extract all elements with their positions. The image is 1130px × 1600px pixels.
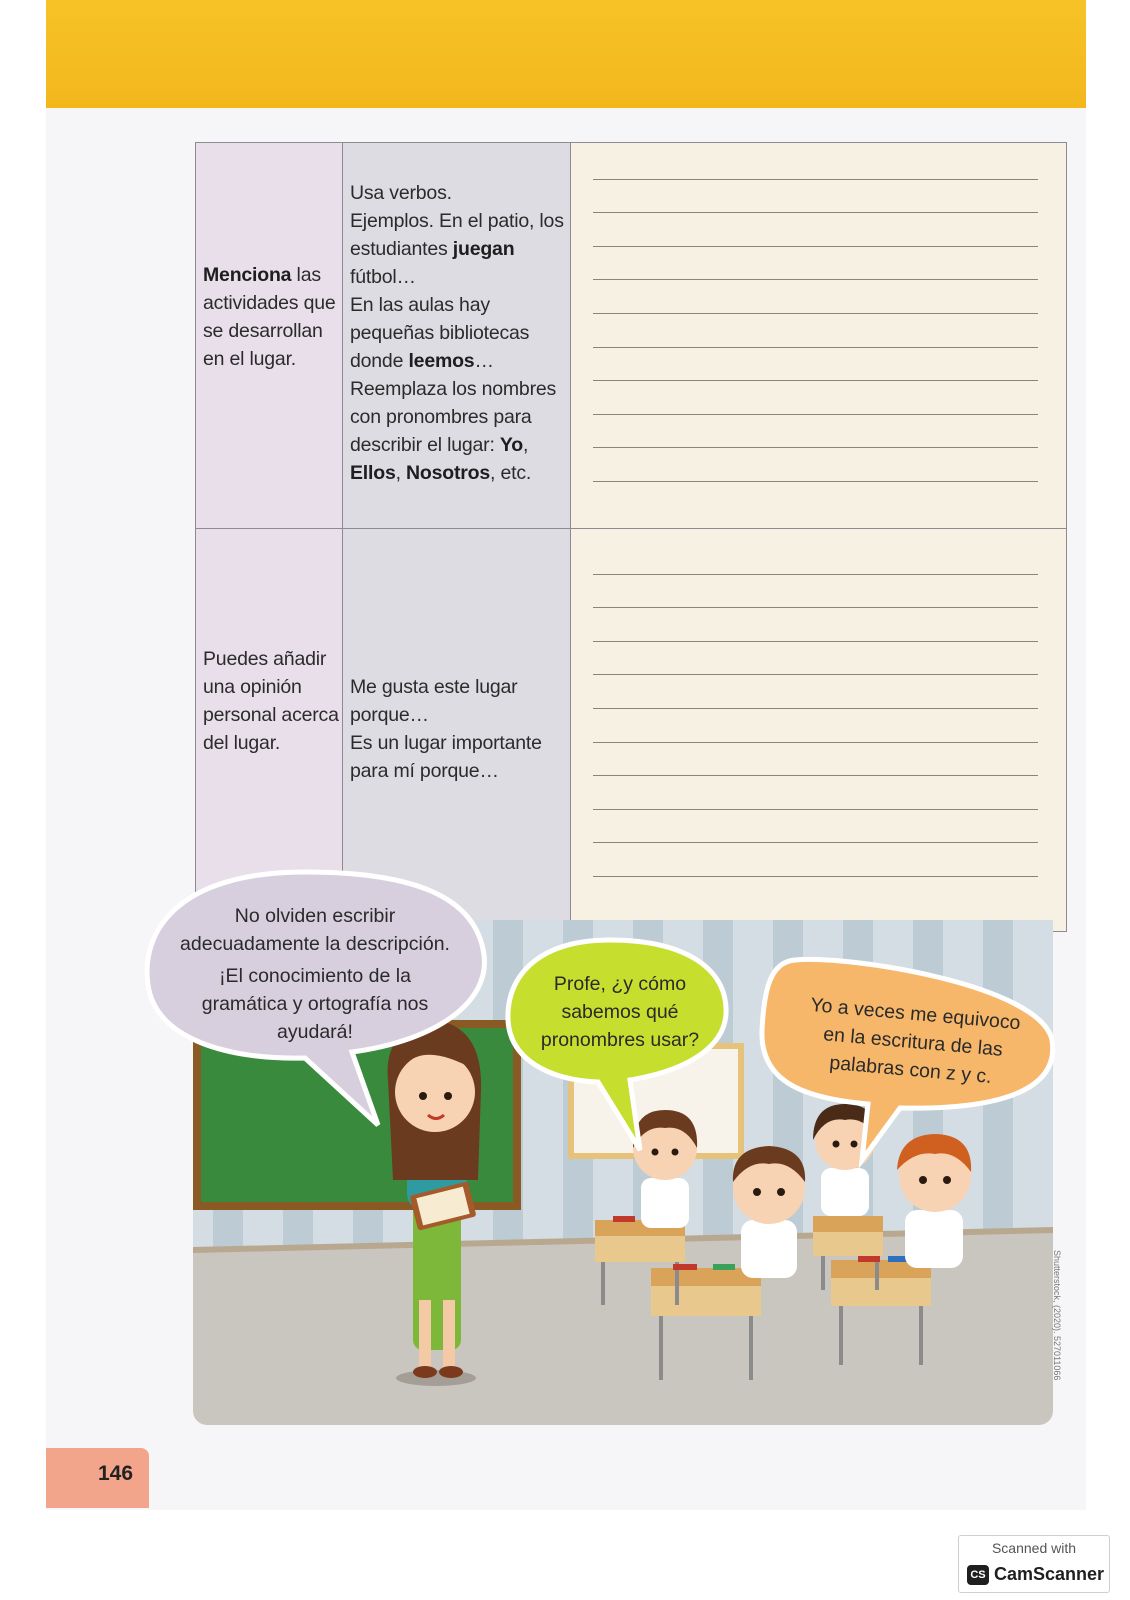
example-2a: Ejemplos. En el patio, los estudiantes — [350, 210, 564, 260]
example-4g: , etc. — [490, 462, 532, 484]
example-4f: Nosotros — [406, 462, 491, 484]
row2-instruction-text: Puedes añadir una opinión personal acerca del lugar. — [203, 648, 339, 754]
camscanner-logo-icon: CS — [967, 1565, 989, 1585]
teacher-bubble-text — [150, 902, 480, 1046]
boy-line-3: palabras con z y c. — [828, 1051, 993, 1088]
teacher-line-1: No olviden escribir — [234, 905, 396, 927]
example-line-1: Usa verbos. — [350, 182, 452, 204]
page-number-tab — [46, 1448, 149, 1508]
teacher-line-2: adecuadamente la descripción. — [180, 933, 450, 955]
teacher-line-3: ¡El conocimiento de la — [219, 965, 411, 987]
example-4c: , — [522, 434, 529, 456]
camscanner-caption: Scanned with — [991, 1540, 1077, 1556]
boy-line-2: en la escritura de las — [822, 1023, 1004, 1061]
example-4e: , — [395, 462, 407, 484]
girl-line-2: sabemos qué — [561, 1001, 679, 1023]
example-4b: Yo — [499, 434, 523, 456]
camscanner-brand: CamScanner — [994, 1564, 1105, 1584]
girl-bubble-text — [518, 970, 722, 1054]
example-2b: juegan — [452, 238, 515, 260]
opinion-example-1: Me gusta este lugar porque… — [350, 676, 518, 726]
example-3c: … — [474, 350, 494, 372]
image-credit: Shutterstock, (2020). 527011066 — [1052, 1250, 1062, 1381]
girl-line-3: pronombres usar? — [540, 1029, 700, 1051]
page-number: 146 — [98, 1462, 134, 1485]
opinion-example-2: Es un lugar importante para mí porque… — [350, 732, 542, 782]
example-2c: fútbol… — [350, 266, 416, 288]
example-3a: En las aulas hay pequeñas bibliotecas donde — [350, 294, 530, 372]
camscanner-watermark — [958, 1535, 1110, 1593]
teacher-line-4: gramática y ortografía nos — [201, 993, 429, 1015]
boy-line-1: Yo a veces me equivoco — [809, 993, 1022, 1035]
example-4a: Reemplaza los nombres con pronombres para describir el lugar: — [350, 378, 557, 456]
teacher-line-5: ayudará! — [277, 1021, 353, 1043]
example-3b: leemos — [408, 350, 475, 372]
girl-line-1: Profe, ¿y cómo — [553, 973, 687, 995]
row1-instruction-bold: Menciona — [203, 264, 292, 286]
example-4d: Ellos — [350, 462, 396, 484]
row1-instruction-rest: las actividades que se desarrollan en el lugar. — [203, 264, 336, 370]
